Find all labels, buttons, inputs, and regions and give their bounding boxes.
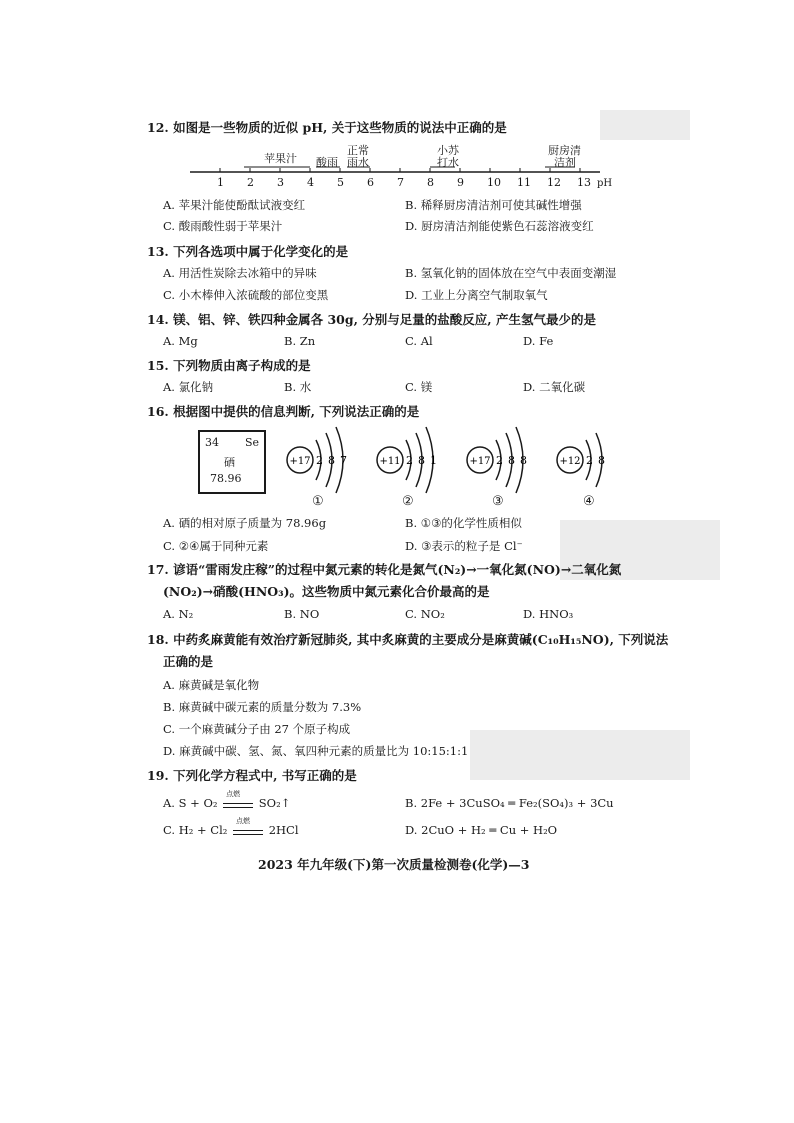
element-name: 硒	[224, 456, 235, 469]
label-acid-rain: 酸雨	[316, 156, 338, 169]
q15-option-c: C. 镁	[405, 380, 433, 394]
equation-reactants: C. H₂ + Cl₂	[163, 823, 228, 837]
reaction-condition: 点燃	[226, 790, 241, 798]
nucleus-charge: +12	[559, 456, 581, 467]
ph-tick-label: 8	[427, 176, 434, 189]
atom-structure-diagrams	[280, 425, 620, 515]
shell-electrons: 2	[496, 454, 503, 467]
q13-option-a: A. 用活性炭除去冰箱中的异味	[163, 266, 317, 280]
q12-option-a: A. 苹果汁能使酚酞试液变红	[163, 198, 306, 212]
ph-tick-label: 6	[367, 176, 374, 189]
equation-reactants: A. S + O₂	[163, 796, 218, 810]
shell-electrons: 8	[328, 454, 335, 467]
q12-option-b: B. 稀释厨房清洁剂可使其碱性增强	[405, 198, 582, 212]
label-cleaner-1: 厨房清	[548, 144, 581, 157]
q15-option-a: A. 氯化钠	[163, 380, 214, 394]
label-cleaner-2: 洁剂	[554, 156, 576, 169]
q12-option-c: C. 酸雨酸性弱于苹果汁	[163, 219, 283, 233]
shell-electrons: 8	[508, 454, 515, 467]
atom-diagram-3	[467, 427, 527, 493]
ph-tick-label: 10	[487, 176, 501, 189]
ph-tick-label: 9	[457, 176, 464, 189]
ph-tick-label: 11	[517, 176, 531, 189]
atom-diagram-2	[377, 427, 437, 493]
question-18-stem-line-1: 18. 中药炙麻黄能有效治疗新冠肺炎, 其中炙麻黄的主要成分是麻黄碱(C₁₀H₁₅NO), 下列说法	[147, 632, 669, 647]
atomic-number: 34	[205, 436, 219, 449]
q13-option-d: D. 工业上分离空气制取氧气	[405, 288, 548, 302]
scan-noise	[470, 730, 690, 780]
question-14-stem: 14. 镁、铝、锌、铁四种金属各 30g, 分别与足量的盐酸反应, 产生氢气最少的是	[147, 312, 596, 327]
atom-diagram-4	[557, 433, 605, 487]
question-13-stem: 13. 下列各选项中属于化学变化的是	[147, 244, 349, 259]
equation-products: SO₂↑	[258, 796, 291, 810]
q18-option-b: B. 麻黄碱中碳元素的质量分数为 7.3%	[163, 700, 362, 714]
question-18-stem-line-2: 正确的是	[163, 654, 214, 669]
q14-option-b: B. Zn	[284, 334, 316, 348]
shell-electrons: 8	[418, 454, 425, 467]
shell-electrons: 1	[430, 454, 437, 467]
label-soda-1: 小苏	[437, 144, 459, 157]
scan-noise	[600, 110, 690, 140]
shell-electrons: 2	[316, 454, 323, 467]
ph-tick-label: 13	[577, 176, 591, 189]
question-12-stem: 12. 如图是一些物质的近似 pH, 关于这些物质的说法中正确的是	[147, 120, 507, 135]
nucleus-charge: +11	[379, 456, 401, 467]
periodic-element-card	[198, 430, 266, 494]
q16-option-b: B. ①③的化学性质相似	[405, 516, 522, 530]
q19-option-a	[163, 790, 291, 810]
label-normal-rain-2: 雨水	[347, 156, 369, 169]
question-15-stem: 15. 下列物质由离子构成的是	[147, 358, 311, 373]
q14-option-c: C. Al	[405, 334, 433, 348]
ph-unit-label: pH	[597, 178, 613, 189]
q17-option-b: B. NO	[284, 607, 320, 621]
ph-tick-label: 2	[247, 176, 254, 189]
q17-option-c: C. NO₂	[405, 607, 445, 621]
equation-products: 2HCl	[268, 823, 299, 837]
q13-option-c: C. 小木棒伸入浓硫酸的部位变黑	[163, 288, 329, 302]
q12-option-d: D. 厨房清洁剂能使紫色石蕊溶液变红	[405, 219, 594, 233]
atom-diagram-1	[287, 427, 347, 493]
nucleus-charge: +17	[469, 456, 491, 467]
question-16-stem: 16. 根据图中提供的信息判断, 下列说法正确的是	[147, 404, 420, 419]
shell-electrons: 8	[520, 454, 527, 467]
q18-option-c: C. 一个麻黄碱分子由 27 个原子构成	[163, 722, 351, 736]
atom-label-2: ②	[402, 494, 414, 509]
q16-option-c: C. ②④属于同种元素	[163, 539, 269, 553]
q17-option-d: D. HNO₃	[523, 607, 574, 621]
reaction-arrow	[231, 817, 265, 837]
question-17-stem-line-1: 17. 谚语“雷雨发庄稼”的过程中氮元素的转化是氮气(N₂)→一氧化氮(NO)→二氧化氮	[147, 562, 622, 577]
q13-option-b: B. 氢氧化钠的固体放在空气中表面变潮湿	[405, 266, 617, 280]
q16-option-a: A. 硒的相对原子质量为 78.96g	[163, 516, 327, 530]
q16-option-d: D. ③表示的粒子是 Cl⁻	[405, 539, 523, 553]
q17-option-a: A. N₂	[163, 607, 194, 621]
ph-tick-label: 7	[397, 176, 404, 189]
q19-option-c	[163, 817, 299, 837]
q14-option-d: D. Fe	[523, 334, 554, 348]
atom-label-3: ③	[492, 494, 504, 509]
label-normal-rain-1: 正常	[347, 144, 369, 157]
question-17-stem-line-2: (NO₂)→硝酸(HNO₃)。这些物质中氮元素化合价最高的是	[163, 584, 490, 599]
q18-option-a: A. 麻黄碱是氧化物	[163, 678, 260, 692]
double-line	[223, 803, 253, 808]
question-19-stem: 19. 下列化学方程式中, 书写正确的是	[147, 768, 357, 783]
page-footer: 2023 年九年级(下)第一次质量检测卷(化学)—3	[258, 857, 530, 872]
ph-tick-label: 3	[277, 176, 284, 189]
q15-option-d: D. 二氧化碳	[523, 380, 586, 394]
nucleus-charge: +17	[289, 456, 311, 467]
ph-tick-label: 1	[217, 176, 224, 189]
reaction-arrow	[221, 790, 255, 810]
atom-label-1: ①	[312, 494, 324, 509]
element-symbol: Se	[244, 436, 259, 449]
shell-electrons: 8	[598, 454, 605, 467]
shell-electrons: 2	[406, 454, 413, 467]
label-apple-juice: 苹果汁	[264, 152, 297, 165]
label-soda-2: 打水	[437, 156, 459, 169]
reaction-condition: 点燃	[236, 817, 251, 825]
ph-tick-label: 4	[307, 176, 314, 189]
q15-option-b: B. 水	[284, 380, 312, 394]
q19-option-b: B. 2Fe + 3CuSO₄ ═ Fe₂(SO₄)₃ + 3Cu	[405, 796, 614, 810]
double-line	[233, 830, 263, 835]
atomic-mass: 78.96	[210, 472, 242, 485]
q18-option-d: D. 麻黄碱中碳、氢、氮、氧四种元素的质量比为 10:15:1:1	[163, 744, 469, 758]
ph-tick-label: 12	[547, 176, 561, 189]
ph-tick-label: 5	[337, 176, 344, 189]
shell-electrons: 2	[586, 454, 593, 467]
shell-electrons: 7	[340, 454, 347, 467]
atom-label-4: ④	[583, 494, 595, 509]
q14-option-a: A. Mg	[163, 334, 198, 348]
q19-option-d: D. 2CuO + H₂ ═ Cu + H₂O	[405, 823, 558, 837]
